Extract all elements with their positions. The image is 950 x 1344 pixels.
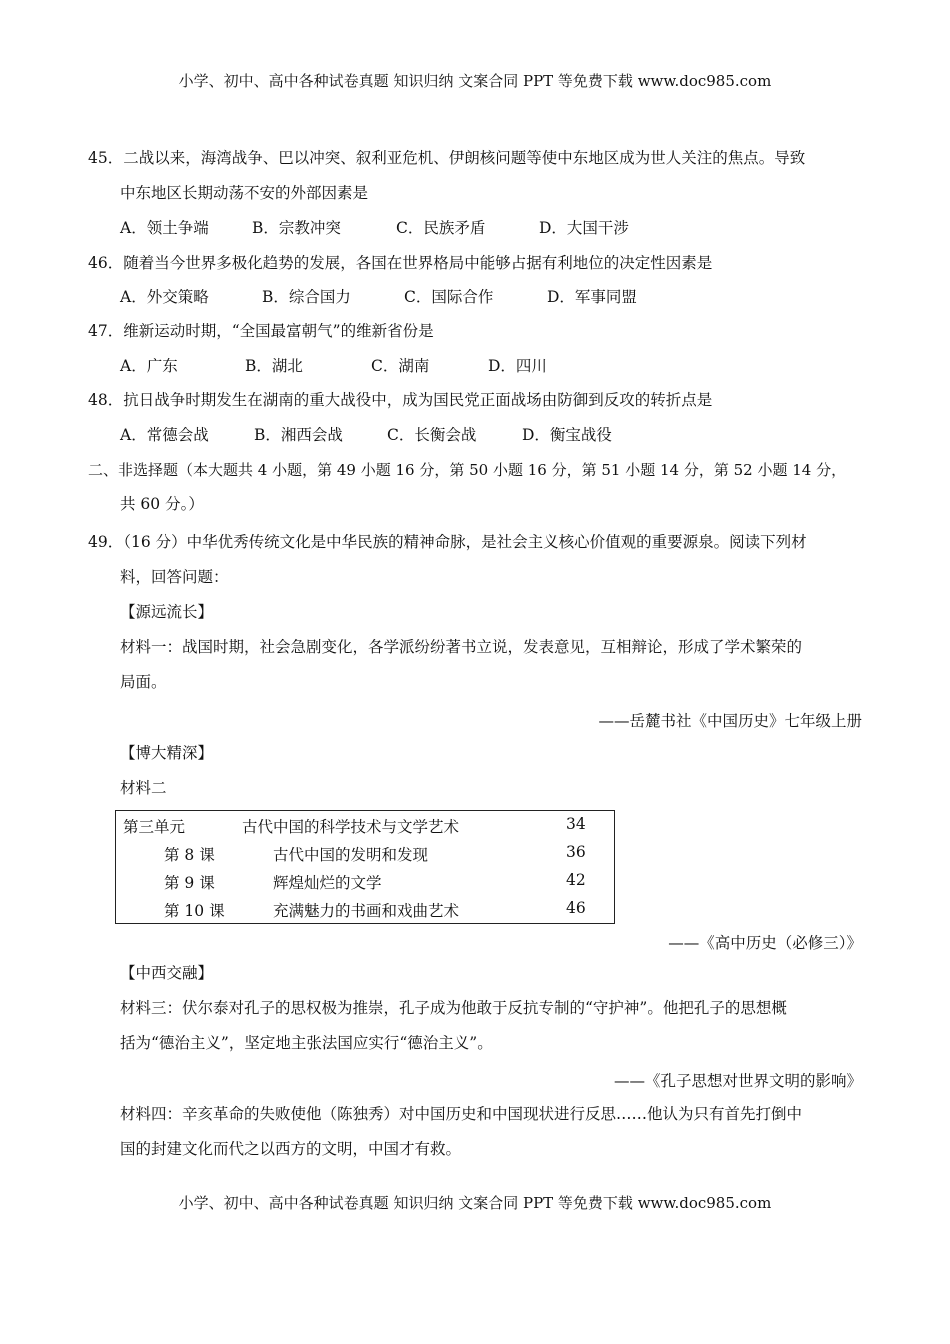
toc-unit-title: 古代中国的科学技术与文学艺术 [242,818,460,836]
toc-lesson-number: 第 10 课 [164,902,225,920]
material4-line1: 材料四：辛亥革命的失败使他（陈独秀）对中国历史和中国现状进行反思……他认为只有首先打倒中 [120,1105,803,1123]
q46-option-a: A．外交策略 [120,288,209,306]
q46-option-b: B．综合国力 [262,288,351,306]
toc-lesson-page: 42 [566,871,586,889]
section2-title-line1: 二、非选择题（本大题共 4 小题，第 49 小题 16 分，第 50 小题 16 分，第 51 小题 14 分，第 52 小题 14 分， [88,461,847,479]
q47-option-b: B．湖北 [245,357,303,375]
q47-option-c: C．湖南 [371,357,430,375]
section2-title-line2: 共 60 分。） [120,495,204,513]
q45-option-b: B．宗教冲突 [252,219,341,237]
material1-line2: 局面。 [120,673,167,691]
page-header: 小学、初中、高中各种试卷真题 知识归纳 文案合同 PPT 等免费下载 www.doc985.com [178,72,772,90]
q45-stem-line2: 中东地区长期动荡不安的外部因素是 [120,184,369,202]
material3-source: ——《孔子思想对世界文明的影响》 [613,1072,862,1090]
toc-row [116,895,614,923]
q48-option-c: C．长衡会战 [387,426,477,444]
toc-lesson-number: 第 9 课 [164,874,215,892]
q46-option-d: D．军事同盟 [547,288,637,306]
material4-line2: 国的封建文化而代之以西方的文明，中国才有救。 [120,1140,462,1158]
toc-unit-page: 34 [566,815,586,833]
q47-option-a: A．广东 [120,357,178,375]
q45-option-c: C．民族矛盾 [396,219,486,237]
toc-lesson-title: 辉煌灿烂的文学 [273,874,382,892]
toc-row [116,867,614,895]
q45-option-a: A．领土争端 [120,219,209,237]
heading-yuanyuan: 【源远流长】 [120,603,214,621]
toc-lesson-title: 充满魅力的书画和戏曲艺术 [273,902,460,920]
q47-option-d: D．四川 [488,357,547,375]
toc-unit-number: 第三单元 [123,818,186,836]
toc-lesson-number: 第 8 课 [164,846,215,864]
q48-stem: 48．抗日战争时期发生在湖南的重大战役中，成为国民党正面战场由防御到反攻的转折点是 [88,391,713,409]
material1-line1: 材料一：战国时期，社会急剧变化，各学派纷纷著书立说，发表意见，互相辩论，形成了学术繁荣的 [120,638,803,656]
toc-row [116,839,614,867]
table-of-contents [115,810,615,924]
page-footer: 小学、初中、高中各种试卷真题 知识归纳 文案合同 PPT 等免费下载 www.doc985.com [178,1194,772,1212]
q46-option-c: C．国际合作 [404,288,494,306]
material1-source: ——岳麓书社《中国历史》七年级上册 [598,712,862,730]
q46-stem: 46．随着当今世界多极化趋势的发展，各国在世界格局中能够占据有利地位的决定性因素是 [88,254,713,272]
q47-stem: 47．维新运动时期，“全国最富朝气”的维新省份是 [88,322,434,340]
q48-option-d: D．衡宝战役 [522,426,612,444]
q45-option-d: D．大国干涉 [539,219,629,237]
toc-lesson-page: 36 [566,843,586,861]
toc-row [116,811,614,839]
q48-option-b: B．湘西会战 [254,426,343,444]
material2-source: ——《高中历史（必修三）》 [668,934,862,952]
material3-line2: 括为“德治主义”，坚定地主张法国应实行“德治主义”。 [120,1034,493,1052]
toc-lesson-title: 古代中国的发明和发现 [273,846,429,864]
toc-lesson-page: 46 [566,899,586,917]
q49-stem-line1: 49．（16 分）中华优秀传统文化是中华民族的精神命脉，是社会主义核心价值观的重要源泉。阅读下列材 [88,533,807,551]
heading-boda: 【博大精深】 [120,744,214,762]
q49-stem-line2: 料，回答问题： [120,568,229,586]
material3-line1: 材料三：伏尔泰对孔子的思权极为推崇，孔子成为他敢于反抗专制的“守护神”。他把孔子的思想概 [120,999,787,1017]
material2-label: 材料二 [120,779,167,797]
heading-zhongxi: 【中西交融】 [120,964,214,982]
q48-option-a: A．常德会战 [120,426,209,444]
q45-stem-line1: 45．二战以来，海湾战争、巴以冲突、叙利亚危机、伊朗核问题等使中东地区成为世人关注的焦点。导致 [88,149,806,167]
